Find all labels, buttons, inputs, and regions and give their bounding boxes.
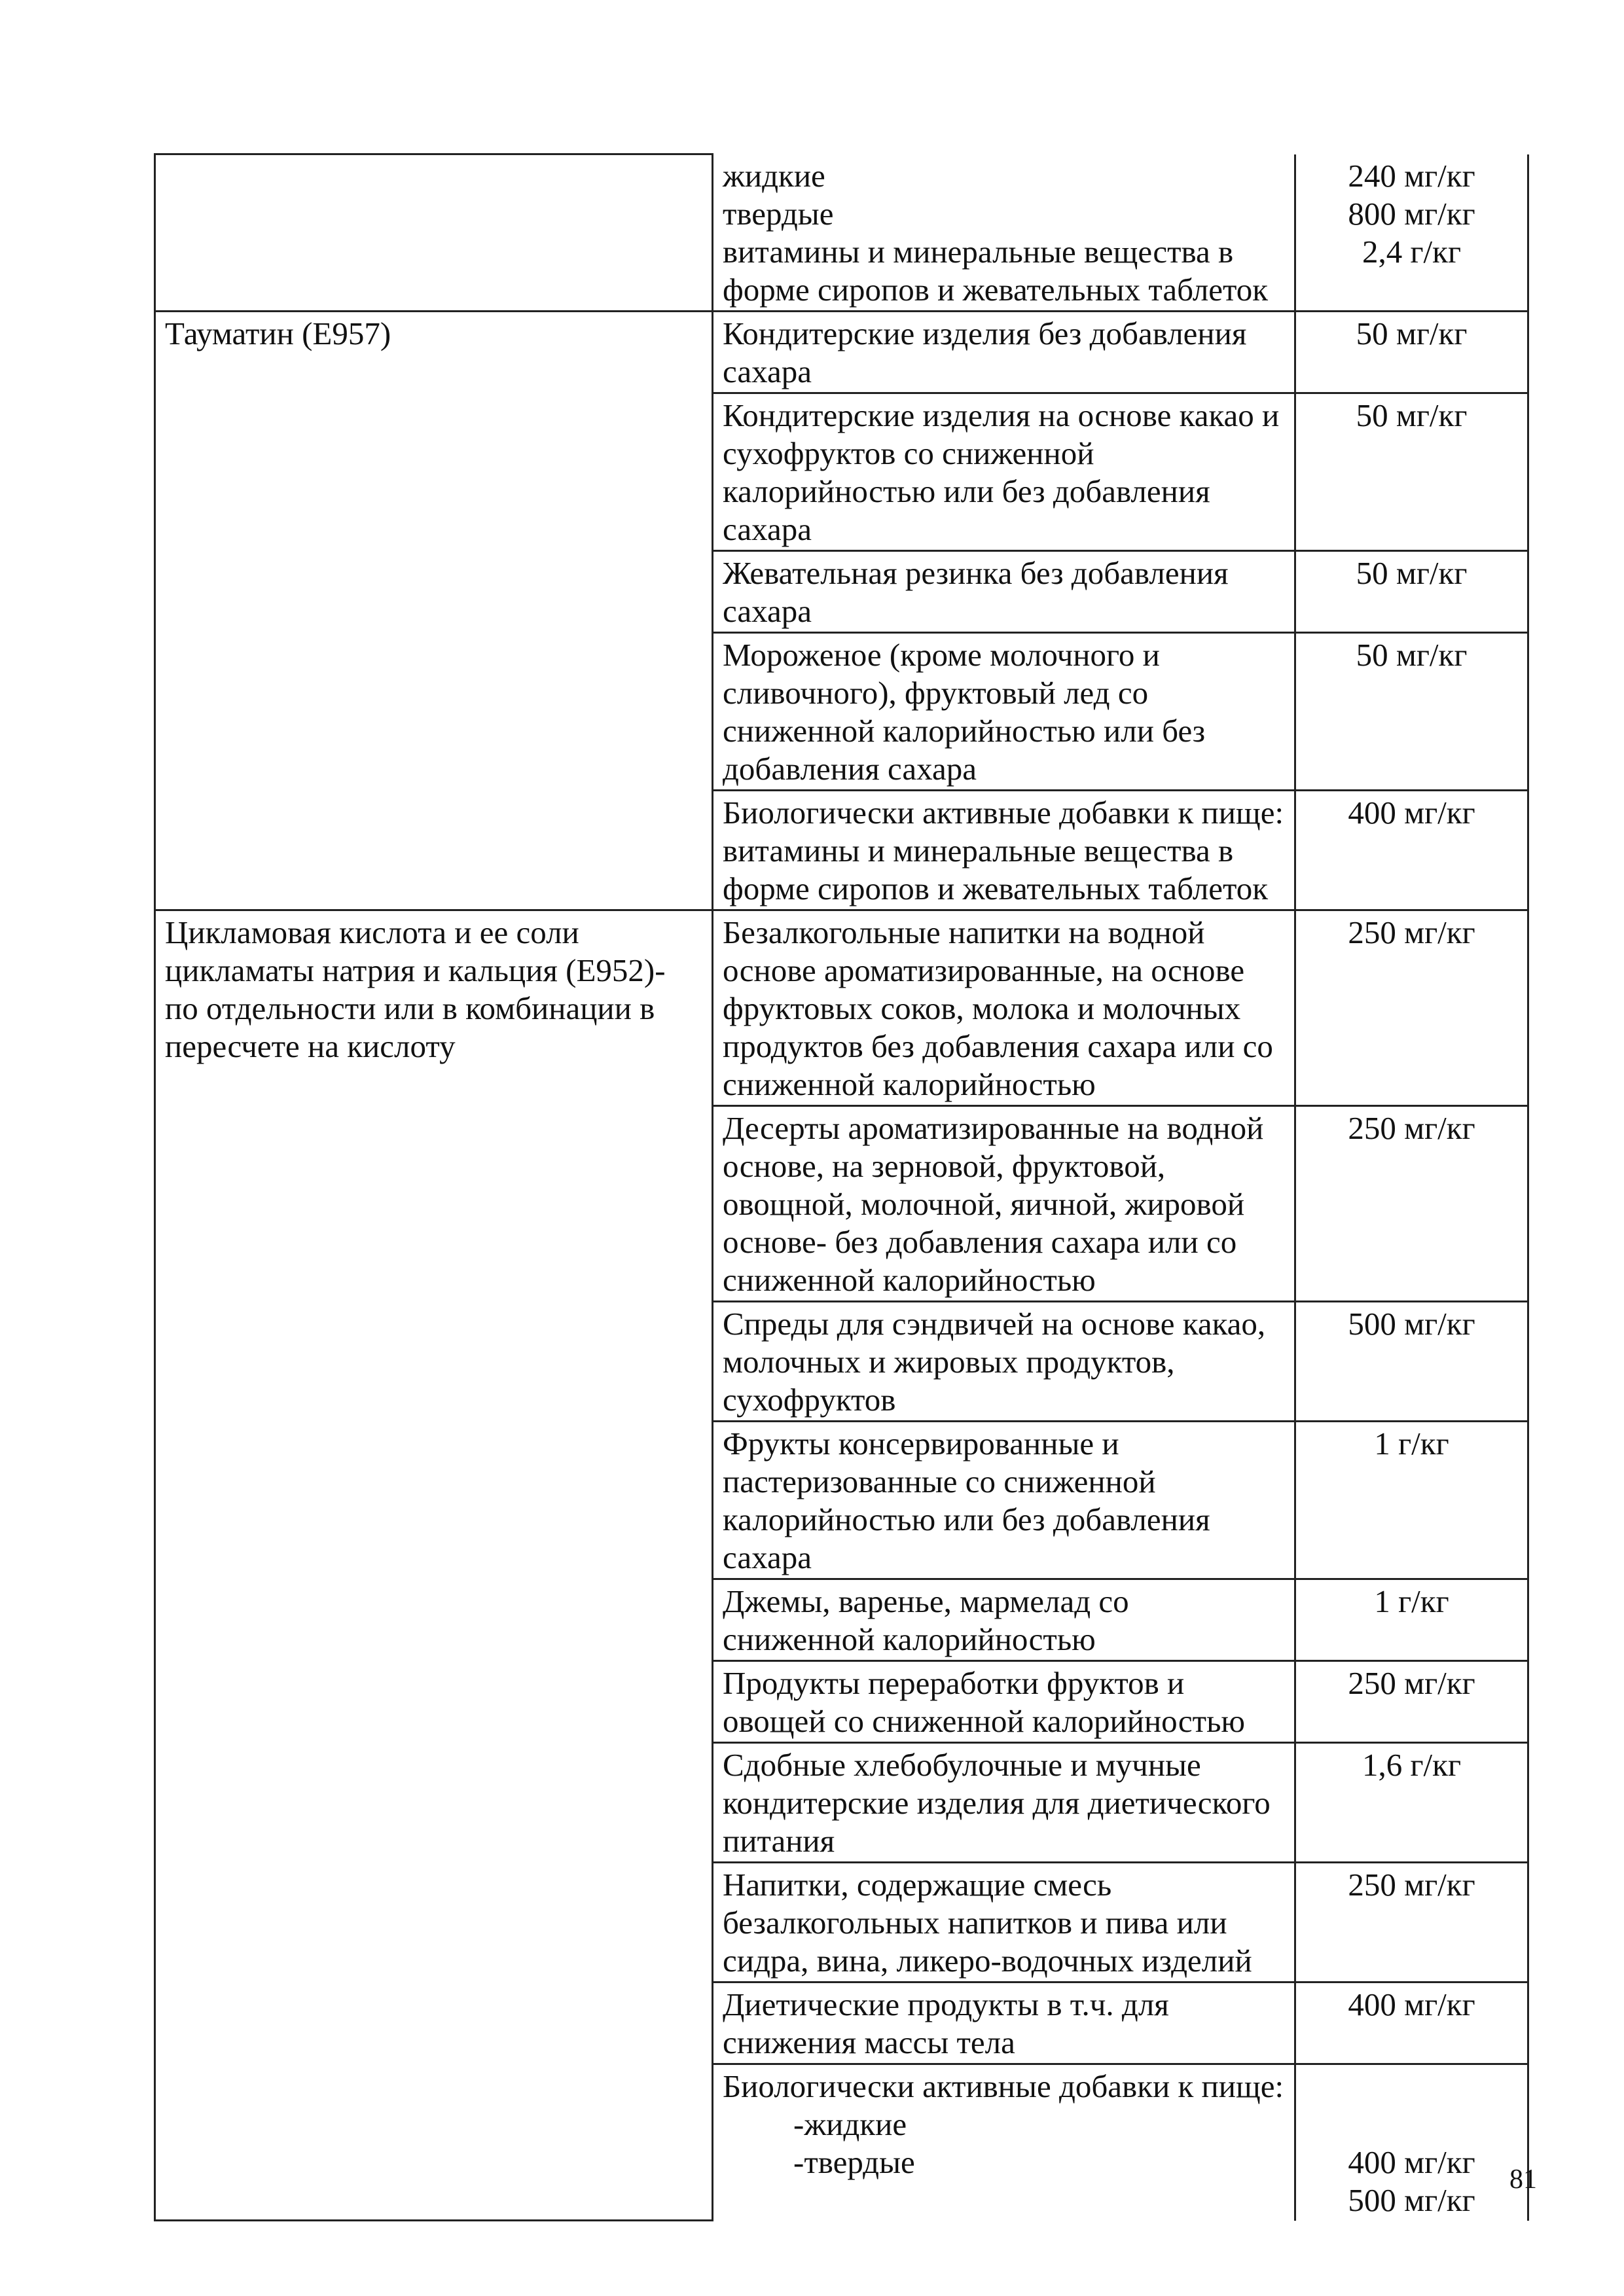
page-number: 81 — [1509, 2164, 1537, 2195]
dose-cell — [1295, 2064, 1528, 2221]
dose-cell: 1,6 г/кг — [1295, 1742, 1528, 1862]
additive-cell: Цикламовая кислота и ее соли цикламаты натрия и кальция (Е952)- по отдельности или в комбинации в пересчете на кислоту — [155, 910, 713, 2221]
dose-cell: 250 мг/кг — [1295, 1660, 1528, 1742]
dose-cell: 1 г/кг — [1295, 1421, 1528, 1579]
product-cell: Джемы, варенье, мармелад со сниженной калорийностью — [713, 1579, 1295, 1660]
additive-cell: Тауматин (Е957) — [155, 311, 713, 910]
dose-line: 240 мг/кг — [1348, 157, 1475, 194]
additive-cell — [155, 154, 713, 312]
product-line: витамины и минеральные вещества в форме сиропов и жевательных таблеток — [723, 233, 1269, 308]
dose-line: 500 мг/кг — [1348, 2181, 1475, 2218]
dose-cell: 250 мг/кг — [1295, 1862, 1528, 1982]
dose-cell — [1295, 154, 1528, 312]
product-cell — [713, 2064, 1295, 2221]
product-cell: Десерты ароматизированные на водной основе, на зерновой, фруктовой, овощной, молочной, яичной, жировой основе- без добавления сахара или со сниженной калорийностью — [713, 1105, 1295, 1301]
product-cell: Диетические продукты в т.ч. для снижения массы тела — [713, 1982, 1295, 2064]
product-line: Биологически активные добавки к пище: — [723, 2068, 1284, 2104]
additives-table — [154, 153, 1529, 2221]
dose-cell: 50 мг/кг — [1295, 550, 1528, 632]
dose-line — [1300, 2106, 1523, 2144]
dose-line: 2,4 г/кг — [1362, 233, 1462, 270]
product-cell: Спреды для сэндвичей на основе какао, молочных и жировых продуктов, сухофруктов — [713, 1301, 1295, 1421]
dose-cell: 250 мг/кг — [1295, 910, 1528, 1105]
product-cell: Биологически активные добавки к пище: витамины и минеральные вещества в форме сиропов и жевательных таблеток — [713, 790, 1295, 910]
product-cell: Сдобные хлебобулочные и мучные кондитерские изделия для диетического питания — [713, 1742, 1295, 1862]
product-cell: Мороженое (кроме молочного и сливочного), фруктовый лед со сниженной калорийностью или без добавления сахара — [713, 632, 1295, 790]
product-cell: Кондитерские изделия на основе какао и сухофруктов со сниженной калорийностью или без добавления сахара — [713, 393, 1295, 550]
product-line: -жидкие — [793, 2106, 907, 2142]
dose-cell: 50 мг/кг — [1295, 632, 1528, 790]
product-cell: Напитки, содержащие смесь безалкогольных напитков и пива или сидра, вина, ликеро-водочных изделий — [713, 1862, 1295, 1982]
dose-cell: 250 мг/кг — [1295, 1105, 1528, 1301]
product-line: жидкие — [723, 157, 825, 194]
dose-cell: 1 г/кг — [1295, 1579, 1528, 1660]
dose-cell: 50 мг/кг — [1295, 311, 1528, 393]
product-cell: Продукты переработки фруктов и овощей со сниженной калорийностью — [713, 1660, 1295, 1742]
product-cell: Кондитерские изделия без добавления сахара — [713, 311, 1295, 393]
product-cell: Жевательная резинка без добавления сахара — [713, 550, 1295, 632]
product-cell: Фрукты консервированные и пастеризованные со сниженной калорийностью или без добавления сахара — [713, 1421, 1295, 1579]
table-row — [155, 311, 1528, 393]
dose-cell: 50 мг/кг — [1295, 393, 1528, 550]
product-line: -твердые — [793, 2144, 915, 2180]
dose-line: 800 мг/кг — [1348, 195, 1475, 232]
product-cell: Безалкогольные напитки на водной основе ароматизированные, на основе фруктовых соков, молока и молочных продуктов без добавления сахара или со сниженной калорийностью — [713, 910, 1295, 1105]
table-row — [155, 910, 1528, 1105]
dose-cell: 400 мг/кг — [1295, 1982, 1528, 2064]
product-cell — [713, 154, 1295, 312]
product-line: твердые — [723, 195, 834, 232]
dose-line — [1300, 2068, 1523, 2106]
dose-cell: 500 мг/кг — [1295, 1301, 1528, 1421]
table-row — [155, 154, 1528, 312]
dose-line: 400 мг/кг — [1348, 2144, 1475, 2180]
dose-cell: 400 мг/кг — [1295, 790, 1528, 910]
